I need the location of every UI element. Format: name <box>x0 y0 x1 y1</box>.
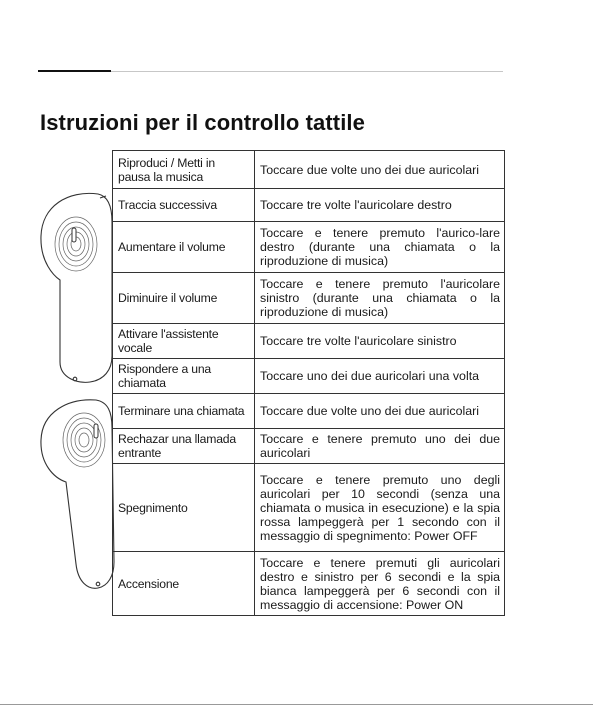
description-cell: Toccare e tenere premuto l'auricolare sinistro (durante una chiamata o la riproduzione di musica) <box>255 273 505 324</box>
earbud-left-illustration <box>38 398 118 594</box>
action-cell: Terminare una chiamata <box>113 394 255 429</box>
table-row <box>113 394 505 429</box>
table-row <box>113 324 505 359</box>
description-cell: Toccare due volte uno dei due auricolari <box>255 394 505 429</box>
description-cell: Toccare tre volte l'auricolare destro <box>255 189 505 222</box>
description-cell: Toccare e tenere premuti gli auricolari destro e sinistro per 6 secondi e la spia bianca lampeggerà per 6 secondi con il messaggio di accensione: Power ON <box>255 552 505 616</box>
action-cell: Accensione <box>113 552 255 616</box>
table-row <box>113 429 505 464</box>
description-cell: Toccare due volte uno dei due auricolari <box>255 151 505 189</box>
action-cell: Diminuire il volume <box>113 273 255 324</box>
description-cell: Toccare e tenere premuto l'aurico-lare destro (durante una chiamata o la riproduzione di musica) <box>255 222 505 273</box>
description-cell: Toccare e tenere premuto uno degli auricolari per 10 secondi (senza una chiamata o musica in esecuzione) e la spia rossa lampeggerà per 1 secondo con il messaggio di spegnimento: Power OFF <box>255 464 505 552</box>
description-cell: Toccare tre volte l'auricolare sinistro <box>255 324 505 359</box>
instructions-table <box>112 150 505 616</box>
table-row <box>113 464 505 552</box>
action-cell: Traccia successiva <box>113 189 255 222</box>
table-row <box>113 222 505 273</box>
table-row <box>113 273 505 324</box>
fingerprint-touch-icon <box>55 217 97 271</box>
table-row <box>113 359 505 394</box>
header-rule <box>111 71 503 72</box>
description-cell: Toccare e tenere premuto uno dei due auricolari <box>255 429 505 464</box>
action-cell: Rechazar una llamada entrante <box>113 429 255 464</box>
action-cell: Spegnimento <box>113 464 255 552</box>
description-cell: Toccare uno dei due auricolari una volta <box>255 359 505 394</box>
table-row <box>113 189 505 222</box>
fingerprint-touch-icon <box>63 413 105 467</box>
page-bottom-rule <box>0 704 593 705</box>
action-cell: Attivare l'assistente vocale <box>113 324 255 359</box>
earbud-right-illustration <box>38 192 118 386</box>
action-cell: Riproduci / Metti in pausa la musica <box>113 151 255 189</box>
table-row <box>113 552 505 616</box>
table-row <box>113 151 505 189</box>
header-rule-accent <box>38 70 111 72</box>
page-title: Istruzioni per il controllo tattile <box>40 110 365 135</box>
action-cell: Rispondere a una chiamata <box>113 359 255 394</box>
action-cell: Aumentare il volume <box>113 222 255 273</box>
